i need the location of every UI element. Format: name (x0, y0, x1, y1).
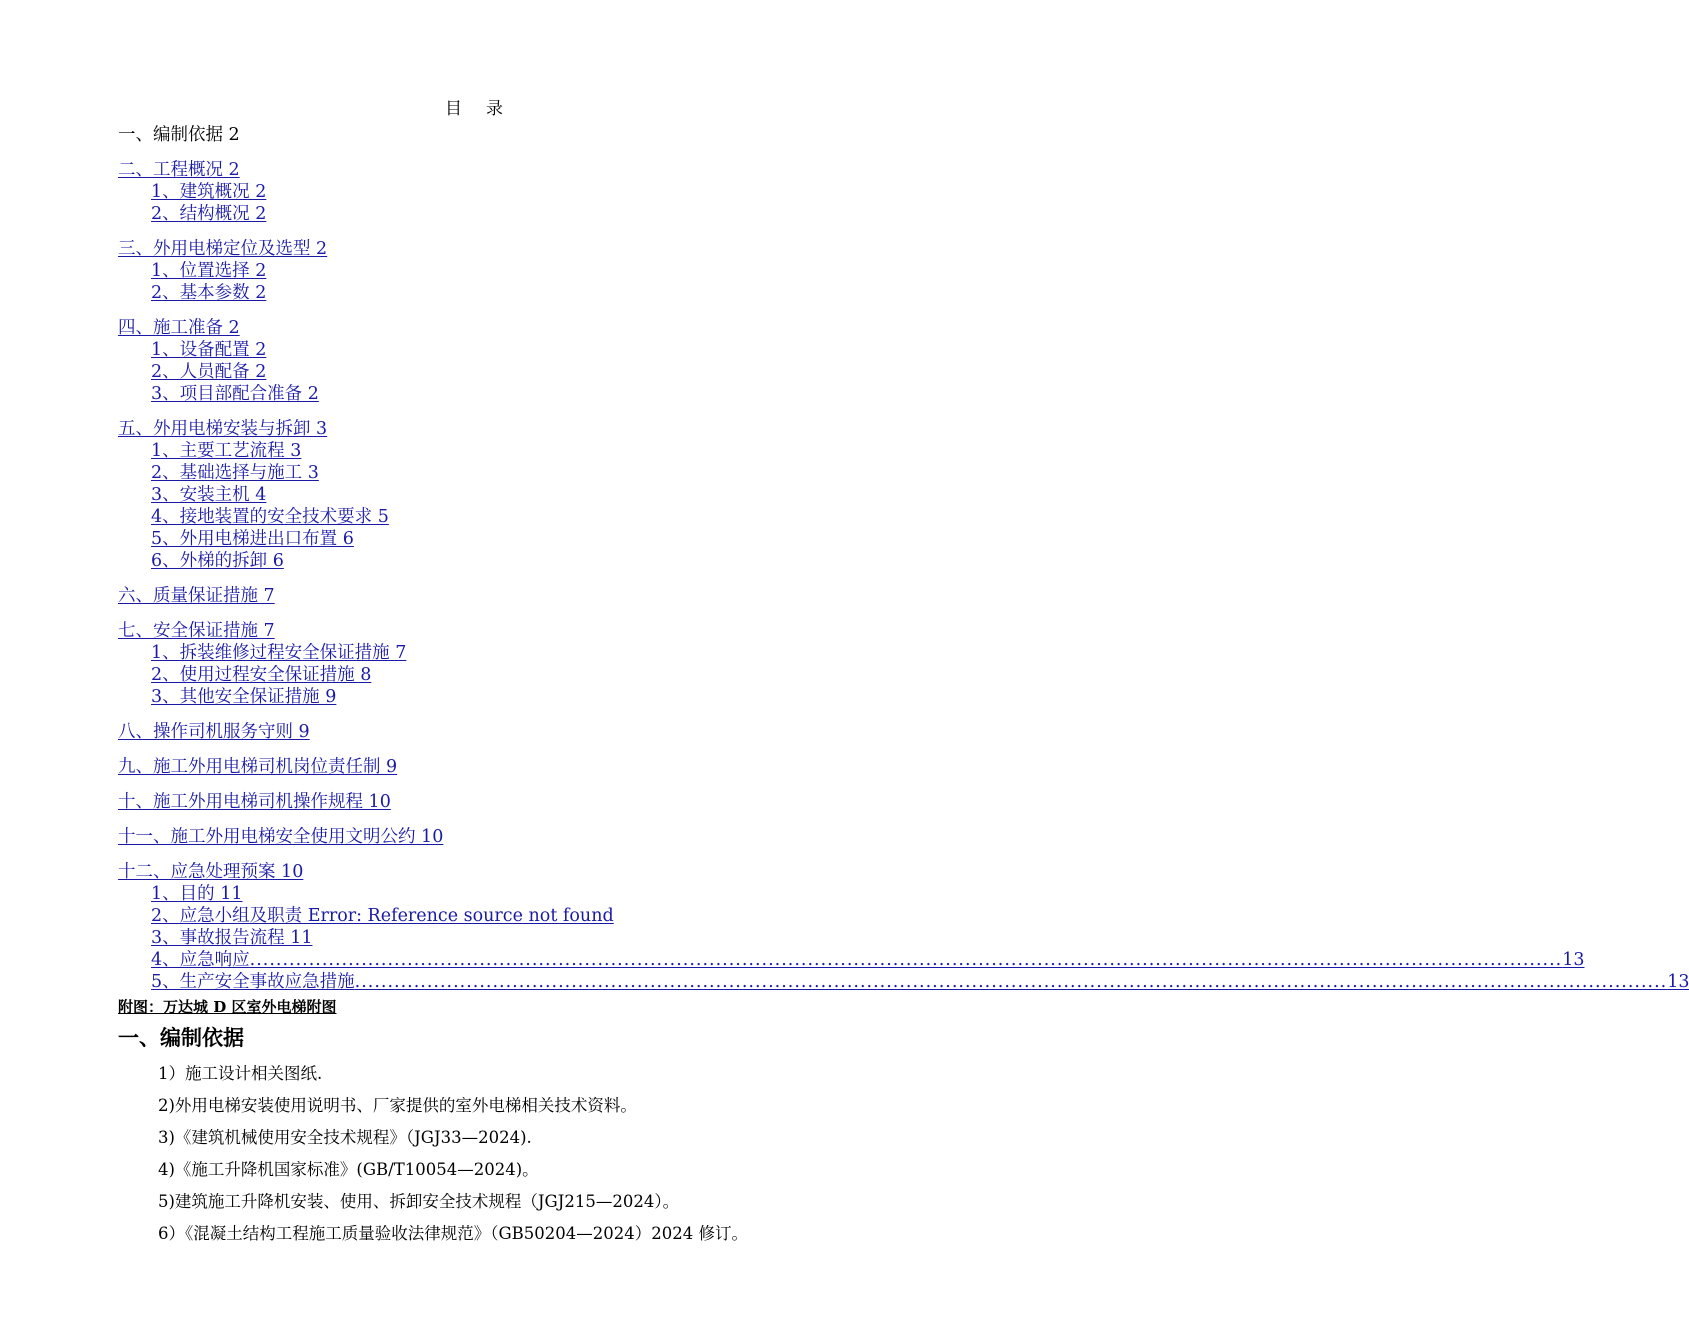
basis-item: 2)外用电梯安装使用说明书、厂家提供的室外电梯相关技术资料。 (158, 1096, 637, 1115)
toc-subentry[interactable]: 2、应急小组及职责 Error: Reference source not found (151, 906, 614, 926)
toc-entry[interactable]: 十二、应急处理预案 10 (118, 862, 304, 882)
toc-title-right: 录 (486, 99, 505, 119)
toc-subentry[interactable]: 3、安装主机 4 (151, 485, 267, 505)
toc-title-left: 目 (445, 99, 464, 119)
toc-subentry[interactable]: 2、基本参数 2 (151, 283, 267, 303)
toc-subentry[interactable]: 1、目的 11 (151, 884, 243, 904)
toc-entry[interactable]: 二、工程概况 2 (118, 160, 240, 180)
toc-subentry[interactable]: 1、设备配置 2 (151, 340, 267, 360)
toc-entry[interactable]: 三、外用电梯定位及选型 2 (118, 239, 328, 259)
basis-item: 1）施工设计相关图纸. (158, 1064, 323, 1083)
toc-entry-label: 4、应急响应 (151, 950, 250, 970)
toc-subentry[interactable]: 4、接地装置的安全技术要求 5 (151, 507, 389, 527)
toc-page-number: 13 (1667, 972, 1689, 992)
toc-subentry[interactable]: 1、主要工艺流程 3 (151, 441, 302, 461)
toc-page-number: 13 (1562, 950, 1585, 970)
toc-title (0, 94, 950, 119)
toc-entry[interactable]: 八、操作司机服务守则 9 (118, 722, 310, 742)
toc-subentry[interactable]: 3、项目部配合准备 2 (151, 384, 319, 404)
toc-entry-label: 5、生产安全事故应急措施 (151, 972, 355, 992)
toc-entry[interactable]: 七、安全保证措施 7 (118, 621, 275, 641)
table-of-contents (118, 124, 1689, 993)
toc-entry: 一、编制依据 2 (118, 125, 240, 145)
toc-subentry[interactable]: 3、事故报告流程 11 (151, 928, 313, 948)
dot-leader: ........................................................................................................................................................................................................ (249, 950, 1563, 970)
appendix-caption: 附图：万达城 D 区室外电梯附图 (118, 998, 337, 1016)
toc-entry[interactable]: 九、施工外用电梯司机岗位责任制 9 (118, 757, 398, 777)
basis-item: 3)《建筑机械使用安全技术规程》（JGJ33—2024). (158, 1128, 532, 1147)
basis-item: 6）《混凝土结构工程施工质量验收法律规范》（GB50204—2024）2024 修订。 (158, 1224, 749, 1243)
toc-subentry[interactable]: 3、其他安全保证措施 9 (151, 687, 337, 707)
dot-leader: ........................................................................................................................................................................................................ (354, 972, 1668, 992)
toc-subentry[interactable]: 6、外梯的拆卸 6 (151, 551, 284, 571)
basis-item: 4)《施工升降机国家标准》(GB/T10054—2024)。 (158, 1160, 539, 1179)
compilation-basis-list (158, 1058, 918, 1250)
toc-entry[interactable]: 四、施工准备 2 (118, 318, 240, 338)
toc-subentry[interactable]: 1、位置选择 2 (151, 261, 267, 281)
toc-entry[interactable]: 五、外用电梯安装与拆卸 3 (118, 419, 328, 439)
basis-item: 5)建筑施工升降机安装、使用、拆卸安全技术规程（JGJ215—2024）。 (158, 1192, 680, 1211)
toc-subentry[interactable]: 2、基础选择与施工 3 (151, 463, 319, 483)
toc-subentry[interactable]: 1、建筑概况 2 (151, 182, 267, 202)
section-heading: 一、编制依据 (118, 1026, 244, 1050)
toc-subentry[interactable]: 5、外用电梯进出口布置 6 (151, 529, 354, 549)
toc-subentry[interactable]: 2、人员配备 2 (151, 362, 267, 382)
toc-subentry[interactable]: 1、拆装维修过程安全保证措施 7 (151, 643, 407, 663)
toc-subentry-dotted[interactable] (118, 949, 1585, 971)
toc-subentry[interactable]: 2、结构概况 2 (151, 204, 267, 224)
toc-entry[interactable]: 六、质量保证措施 7 (118, 586, 275, 606)
toc-entry[interactable]: 十、施工外用电梯司机操作规程 10 (118, 792, 391, 812)
toc-subentry-dotted[interactable] (118, 971, 1689, 993)
toc-entry[interactable]: 十一、施工外用电梯安全使用文明公约 10 (118, 827, 444, 847)
toc-subentry[interactable]: 2、使用过程安全保证措施 8 (151, 665, 372, 685)
